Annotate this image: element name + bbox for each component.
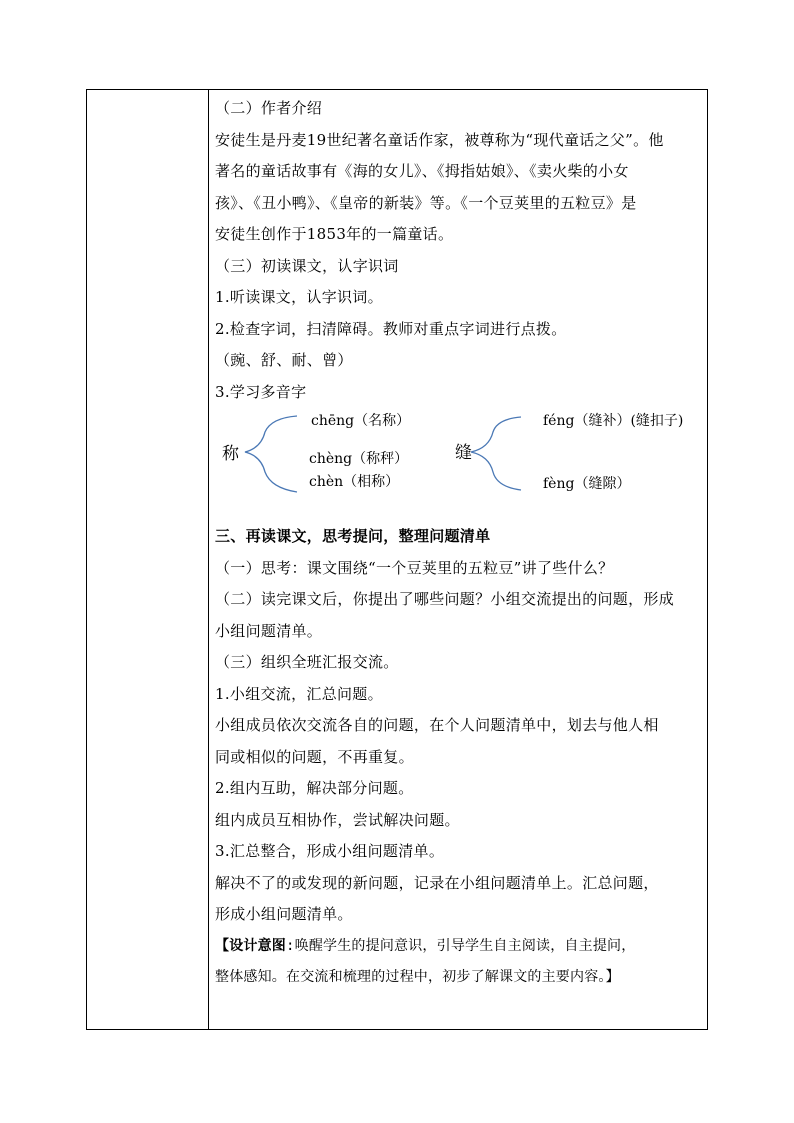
part3-title: 三、再读课文，思考提问，整理问题清单 — [215, 527, 491, 545]
column-divider — [208, 90, 209, 1029]
reading-item: 1.听读课文，认字识词。 — [215, 288, 383, 306]
lesson-content — [215, 93, 703, 993]
part3-line: 小组成员依次交流各自的问题，在个人问题清单中，划去与他人相 — [215, 716, 659, 734]
polyphone-reading: chèn（相称） — [309, 474, 400, 490]
reading-item: （豌、舒、耐、曾） — [215, 351, 353, 369]
polyphone-reading: fèng（缝隙） — [543, 476, 631, 492]
author-line: 著名的童话故事有《海的女儿》、《拇指姑娘》、《卖火柴的小女 — [215, 162, 629, 180]
part3-line: 同或相似的问题，不再重复。 — [215, 747, 414, 766]
part3-line: 形成小组问题清单。 — [215, 905, 353, 923]
part3-line: 2.组内互助，解决部分问题。 — [215, 779, 414, 797]
author-heading: （二）作者介绍 — [215, 99, 323, 117]
design-intent-lead: 【设计意图 — [215, 937, 286, 954]
part3-line: 1.小组交流，汇总问题。 — [215, 684, 383, 703]
author-line: 安徒生是丹麦19世纪著名童话作家，被尊称为“现代童话之父”。他 — [215, 130, 664, 149]
part3-line: （三）组织全班汇报交流。 — [215, 653, 399, 671]
author-line: 安徒生创作于1853年的一篇童话。 — [215, 225, 454, 243]
part3-line: （二）读完课文后，你提出了哪些问题？小组交流提出的问题，形成 — [215, 590, 675, 608]
polyphone-diagram — [215, 410, 703, 510]
part3-line: 3.汇总整合，形成小组问题清单。 — [215, 842, 445, 860]
polyphone-reading: chèng（称秤） — [309, 451, 409, 467]
design-intent-text: 整体感知。在交流和梳理的过程中，初步了解课文的主要内容。】 — [215, 968, 620, 985]
part3-line: 小组问题清单。 — [215, 621, 323, 640]
reading-item: 2.检查字词，扫清障碍。教师对重点字词进行点拨。 — [215, 319, 567, 338]
design-intent — [215, 931, 703, 993]
reading-heading: （三）初读课文，认字识词 — [215, 256, 399, 275]
part3-line: 解决不了的或发现的新问题，记录在小组问题清单上。汇总问题， — [215, 873, 659, 892]
polyphone-reading: chēng（名称） — [311, 413, 411, 429]
polyphone-char: 称 — [222, 444, 239, 464]
reading-item: 3.学习多音字 — [215, 382, 307, 401]
part3-line: 组内成员互相协作，尝试解决问题。 — [215, 810, 460, 829]
design-intent-text: :唤醒学生的提问意识，引导学生自主阅读，自主提问， — [286, 937, 636, 954]
author-line: 孩》、《丑小鸭》、《皇帝的新装》等。《一个豆荚里的五粒豆》是 — [215, 193, 637, 212]
polyphone-reading: féng（缝补）(缝扣子) — [543, 413, 684, 429]
part3-line: （一）思考：课文围绕“一个豆荚里的五粒豆”讲了些什么？ — [215, 558, 614, 577]
polyphone-char: 缝 — [455, 443, 472, 463]
